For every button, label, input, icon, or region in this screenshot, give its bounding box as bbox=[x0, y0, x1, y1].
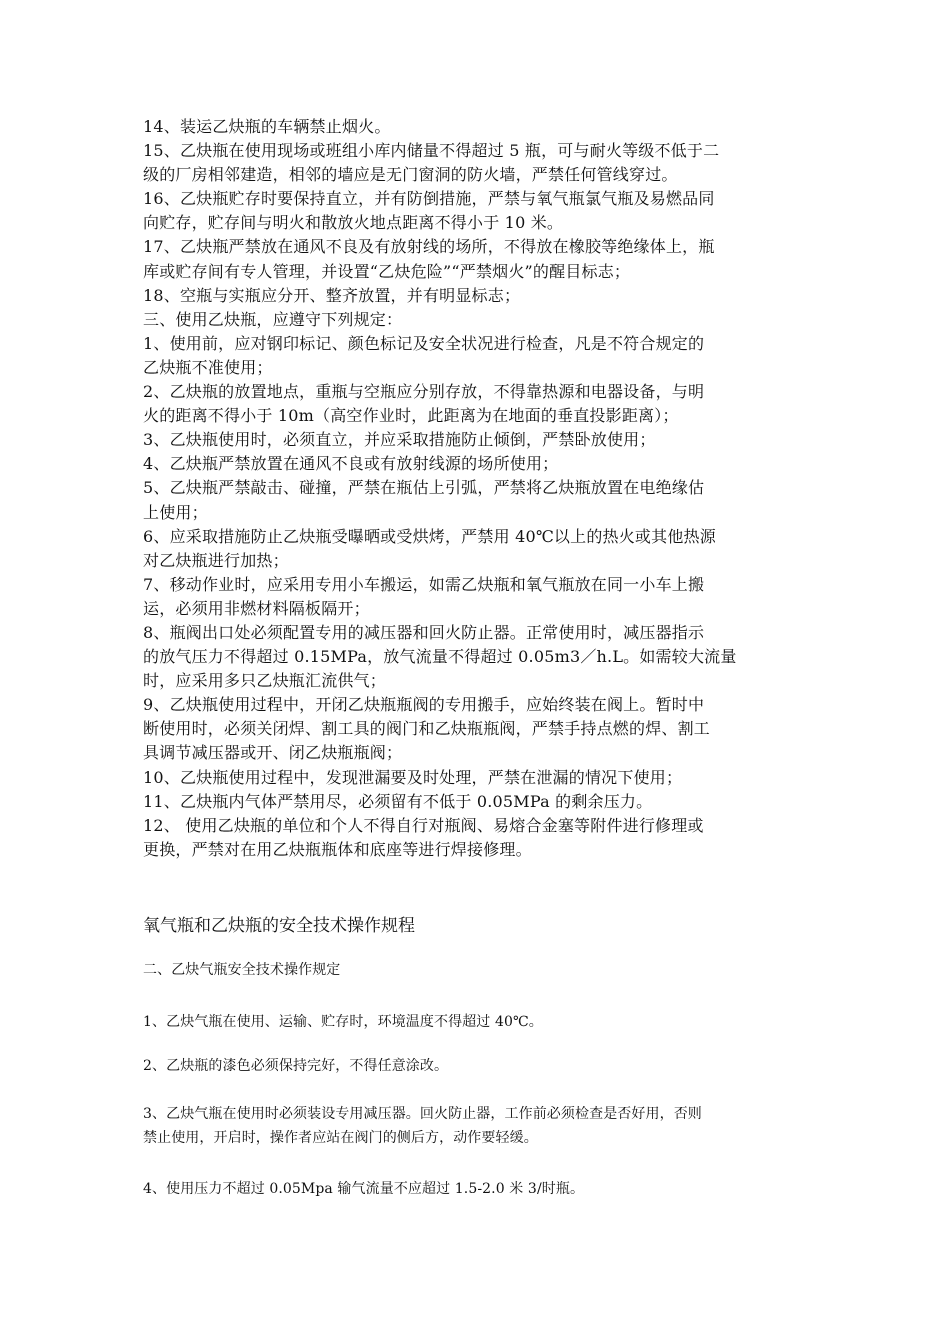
text-line: 2、乙炔瓶的漆色必须保持完好，不得任意涂改。 bbox=[143, 1058, 449, 1074]
text-line: 4、使用压力不超过 0.05Mpa 输气流量不应超过 1.5-2.0 米 3/时瓶。 bbox=[143, 1181, 585, 1197]
text-line: 3、乙炔气瓶在使用时必须装设专用减压器。回火防止器，工作前必须检查是否好用，否则 bbox=[143, 1106, 702, 1122]
rule-item-2 bbox=[143, 1054, 811, 1078]
rule-item-4 bbox=[143, 1177, 811, 1201]
acetylene-cylinder-operation-rules bbox=[143, 958, 811, 982]
text-line: 4、乙炔瓶严禁放置在通风不良或有放射线源的场所使用； bbox=[143, 454, 559, 474]
text-line: 时，应采用多只乙炔瓶汇流供气； bbox=[143, 671, 387, 691]
text-line: 1、使用前，应对钢印标记、颜色标记及安全状况进行检查，凡是不符合规定的 bbox=[143, 333, 705, 353]
text-line: 具调节减压器或开、闭乙炔瓶瓶阀； bbox=[143, 743, 403, 763]
text-line: 断使用时，必须关闭焊、割工具的阀门和乙炔瓶瓶阀，严禁手持点燃的焊、割工 bbox=[143, 719, 711, 739]
text-line: 向贮存，贮存间与明火和散放火地点距离不得小于 10 米。 bbox=[143, 213, 564, 233]
text-line: 11、乙炔瓶内气体严禁用尽，必须留有不低于 0.05MPa 的剩余压力。 bbox=[143, 791, 653, 811]
text-line: 15、乙炔瓶在使用现场或班组小库内储量不得超过 5 瓶，可与耐火等级不低于二 bbox=[143, 141, 720, 161]
text-line: 12、 使用乙炔瓶的单位和个人不得自行对瓶阀、易熔合金塞等附件进行修理或 bbox=[143, 815, 704, 835]
text-line: 级的厂房相邻建造，相邻的墙应是无门窗洞的防火墙，严禁任何管线穿过。 bbox=[143, 165, 678, 185]
text-line: 1、乙炔气瓶在使用、运输、贮存时，环境温度不得超过 40℃。 bbox=[143, 1014, 543, 1030]
text-line: 14、装运乙炔瓶的车辆禁止烟火。 bbox=[143, 117, 391, 136]
text-line: 乙炔瓶不准使用； bbox=[143, 357, 273, 377]
text-line: 18、空瓶与实瓶应分开、整齐放置，并有明显标志； bbox=[143, 285, 521, 305]
section-heading: 二、乙炔气瓶安全技术操作规定 bbox=[143, 962, 341, 978]
document-title: 氧气瓶和乙炔瓶的安全技术操作规程 bbox=[143, 916, 415, 936]
text-line: 对乙炔瓶进行加热； bbox=[143, 550, 289, 570]
text-line: 2、乙炔瓶的放置地点，重瓶与空瓶应分别存放，不得靠热源和电器设备，与明 bbox=[143, 382, 705, 402]
text-line: 6、应采取措施防止乙炔瓶受曝晒或受烘烤，严禁用 40℃以上的热火或其他热源 bbox=[143, 526, 716, 546]
text-line: 上使用； bbox=[143, 502, 208, 522]
text-line: 火的距离不得小于 10m（高空作业时，此距离为在地面的垂直投影距离）； bbox=[143, 406, 679, 426]
acetylene-rules-section bbox=[143, 115, 811, 862]
text-line: 禁止使用，开启时，操作者应站在阀门的侧后方，动作要轻缓。 bbox=[143, 1130, 538, 1146]
text-line: 8、瓶阀出口处必须配置专用的减压器和回火防止器。正常使用时，减压器指示 bbox=[143, 622, 705, 642]
text-line: 7、移动作业时，应采用专用小车搬运，如需乙炔瓶和氧气瓶放在同一小车上搬 bbox=[143, 574, 705, 594]
rule-item-1 bbox=[143, 1010, 811, 1034]
text-line: 的放气压力不得超过 0.15MPa，放气流量不得超过 0.05m3／h.L。如需较大流量 bbox=[143, 647, 737, 667]
text-line: 运，必须用非燃材料隔板隔开； bbox=[143, 598, 370, 618]
text-line: 10、乙炔瓶使用过程中，发现泄漏要及时处理，严禁在泄漏的情况下使用； bbox=[143, 767, 683, 787]
text-line: 更换，严禁对在用乙炔瓶瓶体和底座等进行焊接修理。 bbox=[143, 839, 532, 859]
text-line: 3、乙炔瓶使用时，必须直立，并应采取措施防止倾倒，严禁卧放使用； bbox=[143, 430, 656, 450]
text-line: 16、乙炔瓶贮存时要保持直立，并有防倒措施，严禁与氧气瓶氯气瓶及易燃品同 bbox=[143, 189, 715, 209]
text-line: 5、乙炔瓶严禁敲击、碰撞，严禁在瓶估上引弧，严禁将乙炔瓶放置在电绝缘估 bbox=[143, 478, 705, 498]
text-line: 17、乙炔瓶严禁放在通风不良及有放射线的场所，不得放在橡胶等绝缘体上，瓶 bbox=[143, 237, 715, 257]
text-line: 9、乙炔瓶使用过程中，开闭乙炔瓶瓶阀的专用搬手，应始终装在阀上。暂时中 bbox=[143, 695, 705, 715]
section-heading: 三、使用乙炔瓶，应遵守下列规定： bbox=[143, 309, 403, 329]
text-line: 库或贮存间有专人管理，并设置“乙炔危险”“严禁烟火”的醒目标志； bbox=[143, 261, 631, 281]
rule-item-3 bbox=[143, 1102, 811, 1150]
